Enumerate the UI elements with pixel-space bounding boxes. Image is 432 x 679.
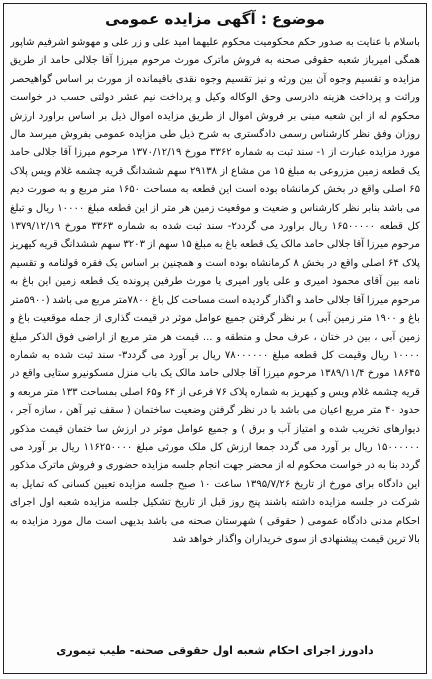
notice-title: موضوع : آگهی مزایده عمومی [105,10,325,28]
notice-signature: دادورز اجرای احکام شعبه اول حقوقی صحنه- طیب تیموری [56,644,374,657]
notice-frame [3,3,427,674]
notice-body: باسلام با عنایت به صدور حکم محکومیت محکوم علیهما امید علی و زر علی و مهوشو اشرفیم شاپور همگی امیرباز شعبه حقوقی صحنه به فروش ماترک مورث مرحوم میرزا آقا جلالی حامد از طریق مزایده و تقسیم وجوه آن بین ورثه و نیز تقسیم وجوه نقدی باقیمانده از مورث بر اساس گواهیحصر وراثت و پرداخت هزینه دادرسی وحق الوکاله وکیل و پرداخت نیم عشر دولتی حسب در خواست محکوم له از این شعبه مبنی بر فروش اموال از طریق مزایده اموال ذیل بر اساس براورد ارزش روزان وفق نظر کارشناس رسمی دادگستری به شرح ذیل طی مزایده عمومی بفروش میرسد مال مورد مزایده عبارت از ۱- سند ثبت به شماره ۳۳۶۲ مورخ ۱۳۷۰/۱۲/۱۹ مرحوم میرزا آقا جلالی حامد یک قطعه زمین مزروعی به مبلغ ۱۵ من مشاع از ۲۹۱۳۸ سهم ششدانگ قریه چشمه غلام ویس پلاک ۶۵ اصلی واقع در بخش کرمانشاه بوده است این قطعه به مساحت ۱۶۵۰ متر مربع و به صورت دیم می باشد بنابر نظر کارشناس و ضعیت و موقعیت زمین هر متر از این قطعه مبلغ ۱۰۰۰۰ ریال و تبلغ کل قطعه ۱۶۵۰۰۰۰۰ ریال براورد می گردد۲- سند ثبت شده به شماره ۳۳۶۳ مورخ ۱۳۷۹/۱۲/۱۹ مرحوم میرزا آقا جلالی حامد مالک یک قطعه باغ به مبلغ ۱۵ سهم از ۳۲۰۳ سهم ششدانگ قریه کیهریز پلاک ۶۴ اصلی واقع در بخش ۸ کرمانشاه بوده است و همچنین بر اساس یک فقره قولنامه و تقسیم نامه بین آقای محمود امیری و علی یاور امیری یا مورث طرفین پرونده یک قطعه زمین این باغ به مرحوم میرزا آقا جلالی حامد و اگذار گردیده است مساحت کل باغ ۷۸۰۰متر مربع می باشد (۵۹۰۰متر باغ و ۱۹۰۰ متر زمین آبی ) بر نظر گرفتن جمیع عوامل موثر در قیمت گذاری از جمله موقعیت باغ و زمین آبی ، بین در ختان ، عرف محل و منطقه و ... قیمت هر متر مربع از اراضی فوق الذکر مبلغ ۱۰۰۰۰ ریال وقیمت کل قطعه مبلغ ۷۸۰۰۰۰۰۰ ریال بر آورد می گردد۳- سند ثبت شده به شماره ۱۸۶۴۵ مورخ ۱۳۸۹/۱۱/۴ مرحوم میرزا آقا جلالی حامد مالک یک باب منزل مسکونیرو ستایی واقع در قریه چشمه غلام ویس و کیهریز به شماره پلاک ۷۶ فرعی از ۶۴ و۶۵ اصلی بمساحت ۱۳۳ متر مربعه و حدود ۴۰ متر مربع اعیان می باشد با در نظر گرفتن وضعیت ساختمان ( سقف تیر آهن ، سازه آجر ، دیوارهای تخریب شده و امتیاز آب و برق ) و جمیع عوامل موثر در ارزش سا ختمان قیمت مذکور ۱۵۰۰۰۰۰۰ ریال بر آورد می گردد جمعا ارزش کل ملک مورثی مبلغ ۱۱۶۲۵۰۰۰۰ ریال بر آورد می گردد بنا به در خواست محکوم له از محضر جهت انجام جلسه مزایده حضوری و فروش ماترک مذکور این دادگاه برای مورخ از تاریخ ۱۳۹۵/۷/۲۶ ساعت ۱۰ صبح جلسه مزایده تعیین کسانی که تمایل به شرکت در جلسه مزایده داشته باشند پنج روز قبل از تاریخ تشکیل جلسه مزایده شعبه اول اجرای احکام مدنی دادگاه عمومی ( حقوقی ) شهرستان صحنه می باشد بدیهی است مال مورد مزایده به بالا ترین قیمت پیشنهادی از سوی خریداران واگذار خواهد شد [10,37,420,545]
